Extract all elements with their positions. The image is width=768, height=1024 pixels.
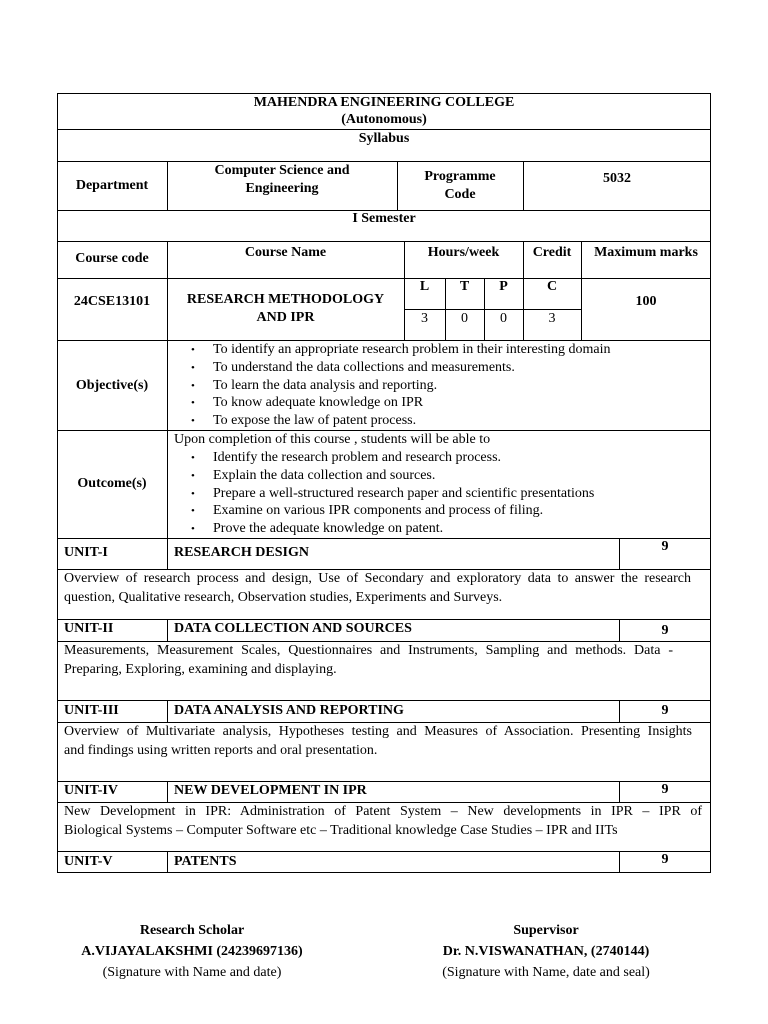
course-name-label: Course Name (244, 245, 327, 260)
supervisor-signature-note: (Signature with Name, date and seal) (442, 965, 650, 980)
credit-c-label: C (546, 279, 558, 294)
unit-4-desc-line2: Biological Systems – Computer Software etc – Traditional knowledge Case Studies – IPR and IITs (64, 823, 618, 838)
scholar-role: Research Scholar (139, 923, 245, 938)
tutorial-hours: 0 (461, 311, 468, 326)
list-item: • To know adequate knowledge on IPR (174, 394, 611, 412)
list-item: • Explain the data collection and sources. (174, 467, 594, 485)
credits: 3 (548, 311, 556, 326)
unit-5-id: UNIT-V (64, 854, 113, 869)
unit-2-desc-line2: Preparing, Exploring, examining and displaying. (64, 662, 337, 677)
supervisor-name: Dr. N.VISWANATHAN, (2740144) (442, 944, 650, 959)
list-item: • Prepare a well-structured research paper and scientific presentations (174, 485, 594, 503)
list-item: • To identify an appropriate research problem in their interesting domain (174, 341, 611, 359)
unit-1-hours: 9 (661, 539, 669, 554)
outcomes-intro: Upon completion of this course , students will be able to (174, 432, 491, 447)
lecture-hours: 3 (421, 311, 428, 326)
unit-2-hours: 9 (661, 623, 669, 638)
outcomes-list (174, 449, 594, 538)
college-name: MAHENDRA ENGINEERING COLLEGE (253, 95, 515, 110)
programme-code-label-line1: Programme (424, 169, 496, 184)
practical-hours: 0 (500, 311, 507, 326)
list-item: • Examine on various IPR components and process of filing. (174, 502, 594, 520)
unit-3-hours: 9 (661, 703, 669, 718)
unit-1-id: UNIT-I (64, 545, 108, 560)
list-item: • Identify the research problem and research process. (174, 449, 594, 467)
course-code-label: Course code (75, 251, 149, 266)
supervisor-role: Supervisor (513, 923, 579, 938)
unit-1-title: RESEARCH DESIGN (174, 545, 309, 560)
maximum-marks-label: Maximum marks (594, 245, 698, 260)
unit-4-hours: 9 (661, 782, 669, 797)
scholar-signature-note: (Signature with Name and date) (102, 965, 282, 980)
objectives-list (174, 341, 611, 430)
lecture-label: L (419, 279, 430, 294)
list-item: • Prove the adequate knowledge on patent. (174, 520, 594, 538)
max-marks: 100 (635, 294, 657, 309)
list-item: • To learn the data analysis and reporting. (174, 377, 611, 395)
course-name-line1: RESEARCH METHODOLOGY (186, 292, 385, 307)
list-item: • To understand the data collections and measurements. (174, 359, 611, 377)
credit-label: Credit (532, 245, 572, 260)
programme-code-label-line2: Code (444, 187, 476, 202)
unit-4-title: NEW DEVELOPMENT IN IPR (174, 783, 367, 798)
unit-4-id: UNIT-IV (64, 783, 118, 798)
unit-5-hours: 9 (661, 852, 669, 867)
programme-code: 5032 (603, 171, 631, 186)
college-status: (Autonomous) (341, 112, 427, 127)
course-code: 24CSE13101 (73, 294, 151, 309)
unit-1-desc-line1: Overview of research process and design, Use of Secondary and exploratory data to answer the research (64, 571, 691, 586)
list-item: • To expose the law of patent process. (174, 412, 611, 430)
unit-3-desc-line2: and findings using written reports and oral presentation. (64, 743, 378, 758)
unit-4-desc-line1: New Development in IPR: Administration of Patent System – New developments in IPR – IPR of (64, 804, 702, 819)
unit-3-title: DATA ANALYSIS AND REPORTING (174, 703, 404, 718)
scholar-signature-block (72, 920, 312, 983)
tutorial-label: T (459, 279, 470, 294)
department-value-line2: Engineering (245, 181, 319, 196)
hours-week-label: Hours/week (427, 245, 500, 260)
unit-3-desc-line1: Overview of Multivariate analysis, Hypotheses testing and Measures of Association. Presenting Insights (64, 724, 692, 739)
course-name-line2: AND IPR (256, 310, 315, 325)
document-type: Syllabus (358, 131, 410, 146)
unit-1-desc-line2: question, Qualitative research, Observation studies, Experiments and Surveys. (64, 590, 503, 605)
department-label: Department (75, 178, 149, 193)
unit-5-title: PATENTS (174, 854, 237, 869)
outcomes-label: Outcome(s) (77, 476, 147, 491)
scholar-name: A.VIJAYALAKSHMI (24239697136) (81, 944, 303, 959)
department-value-line1: Computer Science and (214, 163, 350, 178)
unit-3-id: UNIT-III (64, 703, 119, 718)
practical-label: P (499, 279, 508, 294)
supervisor-signature-block (420, 920, 672, 983)
unit-2-title: DATA COLLECTION AND SOURCES (174, 621, 412, 636)
semester: I Semester (352, 211, 416, 226)
objectives-label: Objective(s) (75, 378, 149, 393)
unit-2-id: UNIT-II (64, 621, 114, 636)
unit-2-desc-line1: Measurements, Measurement Scales, Questionnaires and Instruments, Sampling and methods. Data - (64, 643, 673, 658)
